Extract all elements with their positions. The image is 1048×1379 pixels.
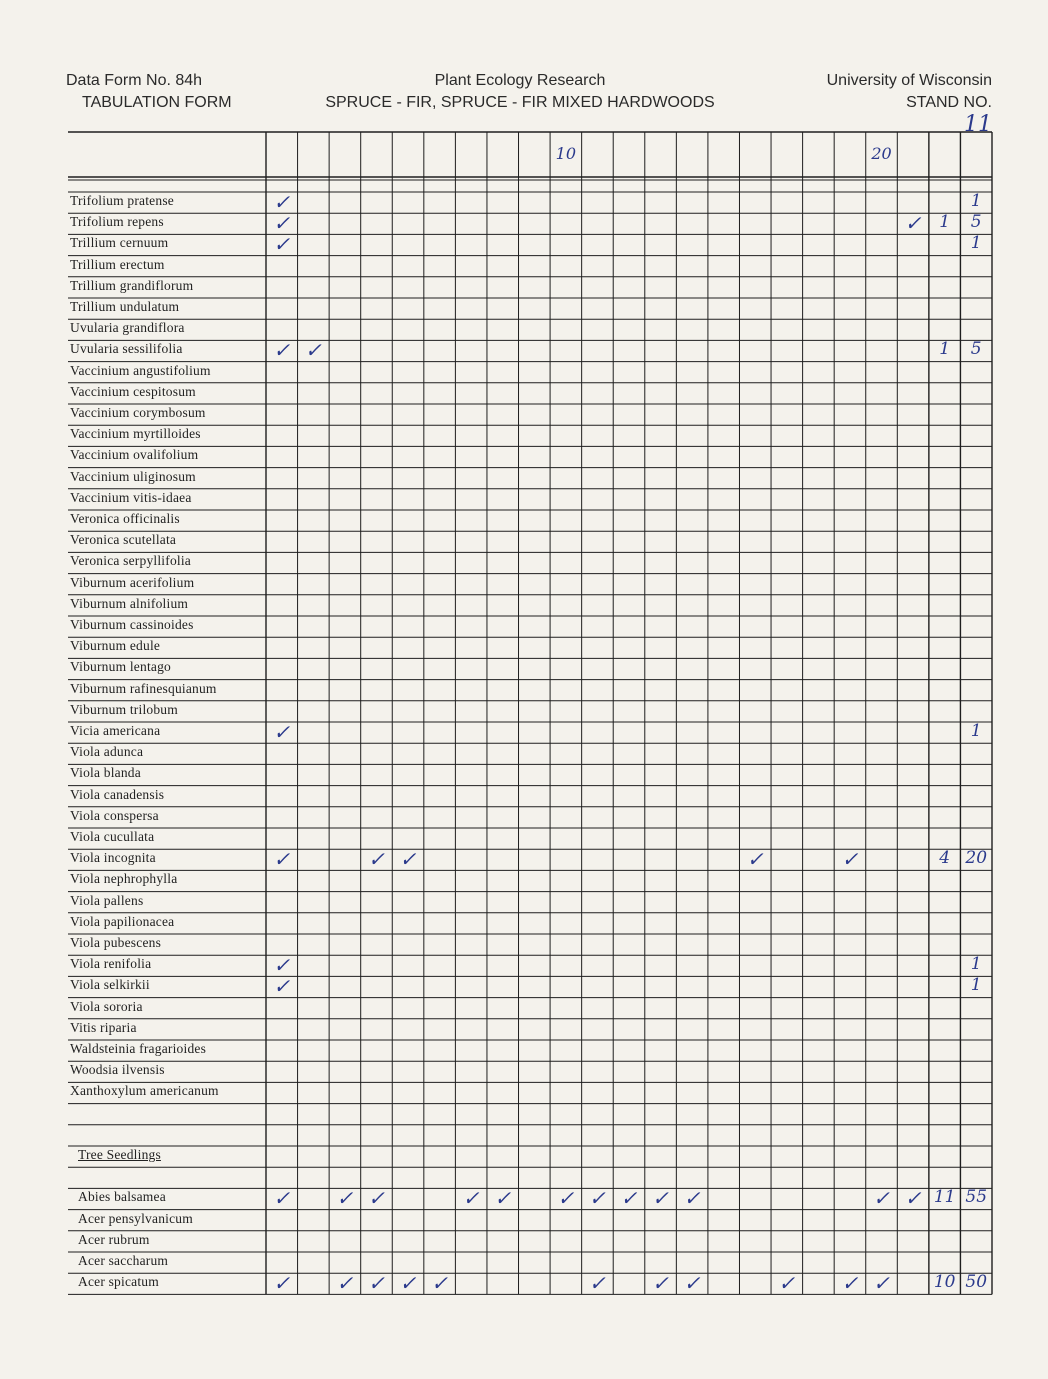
- species-label: Viola canadensis: [70, 786, 165, 802]
- check-mark: ✓: [683, 1186, 701, 1211]
- column-marker: 10: [555, 144, 577, 163]
- check-mark: ✓: [368, 1186, 385, 1211]
- check-mark: ✓: [336, 1186, 354, 1211]
- species-label: Viola cucullata: [70, 829, 155, 844]
- species-label: Waldsteinia fragarioides: [70, 1041, 207, 1056]
- species-label: Viola incognita: [70, 850, 156, 866]
- total-value: 50: [965, 1272, 988, 1293]
- species-label: Vaccinium cespitosum: [70, 383, 196, 399]
- check-mark: ✓: [399, 1271, 417, 1296]
- check-mark: ✓: [652, 1271, 669, 1296]
- species-label: Xanthoxylum americanum: [70, 1083, 219, 1099]
- species-label: Vaccinium corymbosum: [70, 405, 206, 420]
- check-mark: ✓: [904, 1186, 922, 1211]
- species-label: Acer spicatum: [78, 1274, 159, 1290]
- stand-value: 11: [964, 112, 992, 137]
- species-label: Viola pallens: [70, 892, 144, 908]
- species-label: Vaccinium vitis-idaea: [70, 489, 192, 505]
- species-label: Vaccinium uliginosum: [70, 468, 196, 484]
- check-mark: ✓: [873, 1186, 890, 1211]
- forest-type: SPRUCE - FIR, SPRUCE - FIR MIXED HARDWOODS: [325, 94, 715, 111]
- species-label: Viburnum alnifolium: [70, 595, 189, 611]
- frequency-value: 1: [939, 339, 951, 360]
- species-label: Uvularia sessilifolia: [70, 341, 183, 357]
- column-marker: 20: [871, 144, 892, 163]
- check-mark: ✓: [746, 847, 764, 872]
- total-value: 1: [970, 191, 982, 211]
- check-mark: ✓: [336, 1271, 354, 1296]
- species-label: Acer saccharum: [78, 1253, 169, 1268]
- total-value: 5: [970, 212, 982, 233]
- species-label: Vicia americana: [70, 723, 161, 738]
- check-mark: ✓: [368, 1271, 385, 1296]
- frequency-value: 11: [933, 1187, 956, 1208]
- check-mark: ✓: [494, 1186, 512, 1211]
- species-label: Viola blanda: [70, 765, 141, 781]
- species-label: Vaccinium myrtilloides: [70, 426, 201, 442]
- frequency-value: 10: [933, 1272, 956, 1293]
- species-label: Viburnum rafinesquianum: [70, 680, 217, 696]
- check-mark: ✓: [273, 232, 291, 257]
- species-label: Viola selkirkii: [70, 977, 150, 993]
- check-mark: ✓: [683, 1271, 701, 1296]
- species-label: Acer rubrum: [78, 1231, 150, 1247]
- species-label: Trillium erectum: [70, 256, 165, 272]
- check-mark: ✓: [273, 953, 291, 978]
- species-label: Woodsia ilvensis: [70, 1062, 165, 1078]
- species-label: Acer pensylvanicum: [78, 1210, 193, 1226]
- species-label: Viola papilionacea: [70, 913, 175, 929]
- species-label: Viburnum trilobum: [70, 701, 178, 717]
- total-value: 20: [965, 848, 988, 869]
- check-mark: ✓: [652, 1186, 669, 1211]
- check-mark: ✓: [589, 1186, 606, 1211]
- species-label: Viburnum edule: [70, 638, 161, 654]
- check-mark: ✓: [873, 1271, 890, 1296]
- total-value: 1: [970, 721, 982, 741]
- species-label: Viburnum lentago: [70, 659, 171, 675]
- species-label: Uvularia grandiflora: [70, 320, 185, 336]
- check-mark: ✓: [273, 338, 291, 363]
- organization: Plant Ecology Research: [434, 72, 606, 89]
- species-label: Viburnum cassinoides: [70, 617, 194, 632]
- check-mark: ✓: [904, 211, 922, 236]
- check-mark: ✓: [399, 847, 417, 872]
- species-label: Trifolium pratense: [70, 193, 174, 208]
- check-mark: ✓: [273, 720, 291, 744]
- check-mark: ✓: [273, 1186, 291, 1211]
- species-label: Veronica scutellata: [70, 532, 177, 548]
- total-value: 5: [970, 339, 982, 360]
- total-value: 55: [965, 1187, 988, 1208]
- check-mark: ✓: [273, 974, 291, 999]
- species-label: Viola conspersa: [70, 807, 159, 823]
- check-mark: ✓: [778, 1271, 796, 1296]
- check-mark: ✓: [841, 1271, 859, 1296]
- frequency-value: 4: [939, 848, 951, 869]
- section-heading: Tree Seedlings: [78, 1147, 161, 1162]
- species-label: Vitis riparia: [70, 1019, 137, 1035]
- species-label: Viola nephrophylla: [70, 871, 178, 887]
- species-label: Trillium undulatum: [70, 299, 180, 314]
- frequency-value: 1: [939, 212, 951, 233]
- species-label: Vaccinium angustifolium: [70, 362, 211, 378]
- check-mark: ✓: [462, 1186, 480, 1211]
- species-label: Trillium grandiflorum: [70, 277, 194, 293]
- form-number: Data Form No. 84h: [66, 72, 203, 89]
- stand-label: STAND NO.: [906, 94, 992, 111]
- form-title: TABULATION FORM: [82, 94, 232, 111]
- species-label: Abies balsamea: [78, 1189, 166, 1205]
- check-mark: ✓: [620, 1186, 638, 1211]
- species-label: Viola renifolia: [70, 956, 152, 972]
- check-mark: ✓: [304, 338, 322, 363]
- check-mark: ✓: [841, 847, 859, 872]
- check-mark: ✓: [273, 847, 291, 872]
- check-mark: ✓: [557, 1186, 575, 1211]
- species-label: Vaccinium ovalifolium: [70, 447, 199, 463]
- check-mark: ✓: [273, 1271, 291, 1296]
- check-mark: ✓: [589, 1271, 606, 1296]
- species-label: Trifolium repens: [70, 214, 164, 230]
- species-label: Viburnum acerifolium: [70, 574, 195, 590]
- check-mark: ✓: [431, 1271, 448, 1296]
- species-label: Trillium cernuum: [70, 235, 169, 251]
- check-mark: ✓: [273, 190, 291, 214]
- total-value: 1: [970, 975, 982, 996]
- university: University of Wisconsin: [826, 72, 992, 89]
- total-value: 1: [970, 233, 982, 254]
- species-label: Viola pubescens: [70, 935, 162, 950]
- check-mark: ✓: [368, 847, 385, 872]
- species-label: Veronica serpyllifolia: [70, 553, 191, 569]
- species-label: Viola sororia: [70, 998, 143, 1014]
- check-mark: ✓: [273, 211, 291, 236]
- species-label: Veronica officinalis: [70, 511, 180, 526]
- species-label: Viola adunca: [70, 744, 144, 760]
- total-value: 1: [970, 954, 982, 975]
